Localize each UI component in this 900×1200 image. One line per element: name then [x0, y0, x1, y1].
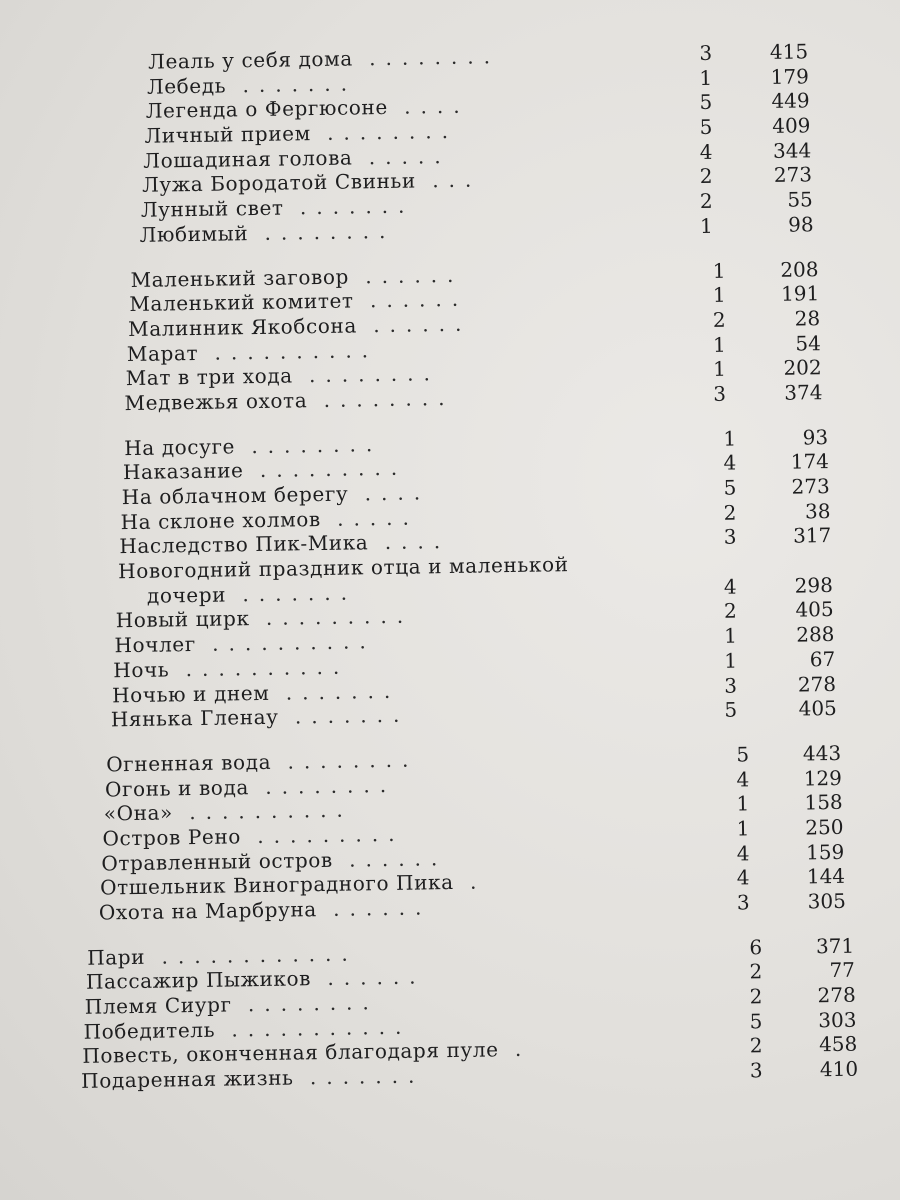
page-number: 144	[806, 864, 846, 889]
leader-dots: .........	[249, 604, 414, 631]
entry-title: На досуге ........	[124, 431, 383, 460]
leader-dots: ........	[352, 44, 501, 71]
page-number: 158	[804, 790, 843, 815]
leader-dots: ......	[310, 964, 426, 991]
volume-number: 2	[723, 598, 737, 624]
page-number: 371	[815, 933, 855, 958]
volume-number: 1	[712, 282, 726, 308]
entry-title: Ночью и днем .......	[111, 678, 401, 707]
volume-number: 3	[723, 524, 737, 550]
entry-title: Отравленный остров ......	[101, 845, 448, 876]
index-group	[14, 932, 900, 1094]
page-number: 443	[802, 740, 842, 766]
volume-number: 1	[712, 258, 726, 283]
entry-title: Подаренная жизнь .......	[80, 1063, 425, 1093]
volume-number: 4	[736, 865, 750, 890]
leader-dots: ..........	[172, 797, 353, 825]
volume-number: 2	[749, 1033, 763, 1058]
volume-number: 5	[724, 697, 738, 722]
entry-title: Повесть, оконченная благодаря пуле .	[82, 1037, 532, 1069]
leader-dots: ......	[332, 845, 448, 872]
entry-title: «Она» ..........	[103, 797, 353, 826]
entry-title: Нянька Гленау .......	[110, 702, 410, 732]
page-number: 67	[809, 646, 836, 672]
volume-number: 5	[699, 90, 713, 115]
leader-dots: ........	[270, 747, 419, 774]
leader-dots: .	[498, 1037, 532, 1062]
entry-title: На облачном берегу ....	[121, 480, 431, 510]
contents-index	[0, 38, 900, 1115]
entry-title: Охота на Марбруна ......	[98, 895, 432, 925]
entry-title: Остров Рено .........	[102, 821, 405, 851]
page-number: 449	[771, 88, 810, 114]
entry-title: Маленький заговор ......	[130, 262, 464, 292]
page-number: 208	[780, 256, 819, 282]
page-number: 77	[829, 958, 856, 983]
page-number: 298	[794, 572, 834, 598]
volume-number: 4	[723, 450, 737, 475]
page-number: 278	[817, 982, 856, 1008]
index-group	[3, 255, 900, 417]
entry-title: Легенда о Фергюсоне ....	[145, 94, 470, 124]
entry-title: дочери .......	[146, 580, 358, 608]
entry-title: Лошадиная голова .....	[143, 143, 451, 173]
leader-dots: ......	[353, 286, 469, 313]
volume-number: 2	[699, 164, 713, 189]
entry-title: Победитель ...........	[83, 1014, 412, 1044]
entry-title: Новогодний праздник отца и маленькой	[117, 552, 569, 584]
page-number: 93	[802, 424, 829, 450]
entry-title: Отшельник Виноградного Пика .	[99, 869, 487, 900]
leader-dots: ..........	[197, 337, 379, 365]
volume-number: 3	[699, 40, 713, 66]
page-number: 191	[780, 281, 820, 306]
volume-number: 2	[749, 984, 763, 1009]
entry-title: Пассажир Пыжиков ......	[85, 964, 426, 995]
page-number: 374	[784, 380, 823, 405]
entry-title: Любимый ........	[139, 218, 396, 247]
entry-title: Леаль у себя дома ........	[147, 44, 501, 74]
volume-number: 3	[749, 1058, 763, 1083]
volume-number: 2	[749, 959, 763, 984]
leader-dots: ........	[307, 385, 455, 413]
entry-title: Огненная вода ........	[106, 747, 419, 777]
page-number: 129	[803, 765, 843, 791]
leader-dots: ........	[247, 218, 396, 245]
entry-title: Пари ............	[87, 941, 358, 970]
leader-dots: .	[453, 869, 487, 895]
entry-title: Лебедь .......	[146, 71, 358, 99]
page-number: 344	[772, 138, 812, 163]
page-number: 458	[818, 1032, 858, 1057]
volume-number: 3	[713, 381, 727, 406]
leader-dots: .......	[293, 1063, 425, 1090]
volume-number: 4	[723, 574, 737, 599]
leader-dots: ......	[316, 895, 432, 922]
leader-dots: ........	[310, 118, 459, 146]
leader-dots: .......	[225, 71, 358, 98]
volume-number: 1	[724, 648, 738, 673]
leader-dots: ........	[234, 431, 383, 458]
leader-dots: ..........	[169, 654, 350, 682]
volume-number: 1	[723, 426, 737, 451]
leader-dots: ...........	[214, 1014, 412, 1042]
page-number: 273	[773, 162, 813, 188]
entry-title: Ночь ..........	[113, 654, 350, 683]
page-number: 405	[798, 696, 837, 721]
page-number: 54	[795, 330, 822, 356]
page-number: 250	[805, 814, 844, 840]
volume-number: 5	[699, 114, 713, 140]
entry-title: Маленький комитет ......	[129, 286, 469, 317]
leader-dots: ....	[368, 529, 451, 555]
leader-dots: ........	[231, 990, 379, 1017]
index-group	[6, 423, 900, 733]
leader-dots: ......	[348, 262, 464, 289]
page-number: 179	[770, 63, 810, 89]
volume-number: 6	[749, 934, 763, 960]
volume-number: 1	[712, 332, 726, 357]
entry-title: Марат ..........	[126, 337, 379, 366]
page-number: 415	[769, 39, 809, 64]
page-number: 174	[790, 449, 830, 474]
volume-number: 2	[699, 188, 713, 214]
leader-dots: ........	[292, 361, 441, 388]
entry-title: Лужа Бородатой Свиньи ...	[141, 167, 482, 198]
volume-number: 4	[736, 766, 750, 792]
entry-title: Медвежья охота ........	[124, 385, 455, 416]
volume-number: 1	[699, 65, 713, 90]
volume-number: 4	[699, 139, 713, 164]
entry-title: Племя Сиург ........	[84, 990, 379, 1019]
leader-dots: ..........	[195, 629, 376, 657]
volume-number: 5	[749, 1008, 763, 1034]
volume-number: 5	[723, 475, 737, 500]
page-number: 159	[805, 839, 845, 865]
volume-number: 5	[736, 742, 750, 767]
leader-dots: ....	[348, 480, 431, 506]
entry-title: Мат в три хода ........	[125, 361, 441, 391]
page-number: 28	[794, 306, 821, 331]
page-number: 303	[818, 1007, 857, 1033]
entry-title: Наказание .........	[122, 455, 408, 485]
volume-number: 1	[699, 213, 713, 238]
entry-title: Ночлег ..........	[114, 629, 376, 658]
leader-dots: .....	[320, 505, 420, 531]
leader-dots: .......	[269, 678, 401, 705]
volume-number: 2	[712, 307, 726, 332]
page-number: 317	[792, 523, 832, 548]
leader-dots: ........	[248, 772, 397, 799]
volume-number: 1	[712, 356, 727, 382]
page-number: 202	[783, 355, 822, 380]
entry-title: Личный прием ........	[144, 118, 459, 148]
entry-title: Новый цирк .........	[115, 604, 414, 633]
page-number: 55	[787, 187, 813, 212]
leader-dots: .....	[352, 143, 451, 170]
page-number: 278	[797, 671, 837, 697]
volume-number: 1	[723, 623, 738, 648]
leader-dots: .......	[278, 702, 410, 729]
leader-dots: .......	[225, 580, 358, 607]
page-number: 305	[807, 888, 847, 914]
leader-dots: ...	[415, 167, 482, 193]
index-group	[11, 740, 900, 927]
page-number: 288	[796, 622, 835, 647]
volume-number: 1	[736, 816, 750, 841]
page-number: 273	[791, 474, 830, 499]
leader-dots: ............	[144, 941, 358, 969]
leader-dots: ....	[387, 94, 470, 120]
entry-title: На склоне холмов .....	[120, 505, 420, 534]
index-group	[0, 38, 900, 250]
volume-number: 3	[724, 673, 738, 698]
volume-number: 1	[736, 791, 750, 816]
leader-dots: .........	[240, 821, 405, 849]
page-number: 409	[772, 113, 811, 138]
entry-title: Лунный свет .......	[140, 193, 415, 222]
page-number: 405	[795, 597, 834, 623]
volume-number: 3	[736, 890, 750, 915]
entry-title: Огонь и вода ........	[104, 772, 397, 802]
volume-number: 2	[723, 500, 737, 525]
entry-title: Наследство Пик-Мика ....	[119, 529, 451, 559]
leader-dots: .......	[283, 193, 415, 220]
volume-number: 4	[736, 840, 750, 866]
page-number: 38	[804, 498, 831, 524]
leader-dots: .........	[243, 455, 408, 483]
leader-dots: ......	[356, 311, 472, 338]
page-number: 410	[819, 1056, 859, 1082]
page-number: 98	[787, 212, 814, 237]
entry-title: Малинник Якобсона ......	[127, 311, 472, 341]
